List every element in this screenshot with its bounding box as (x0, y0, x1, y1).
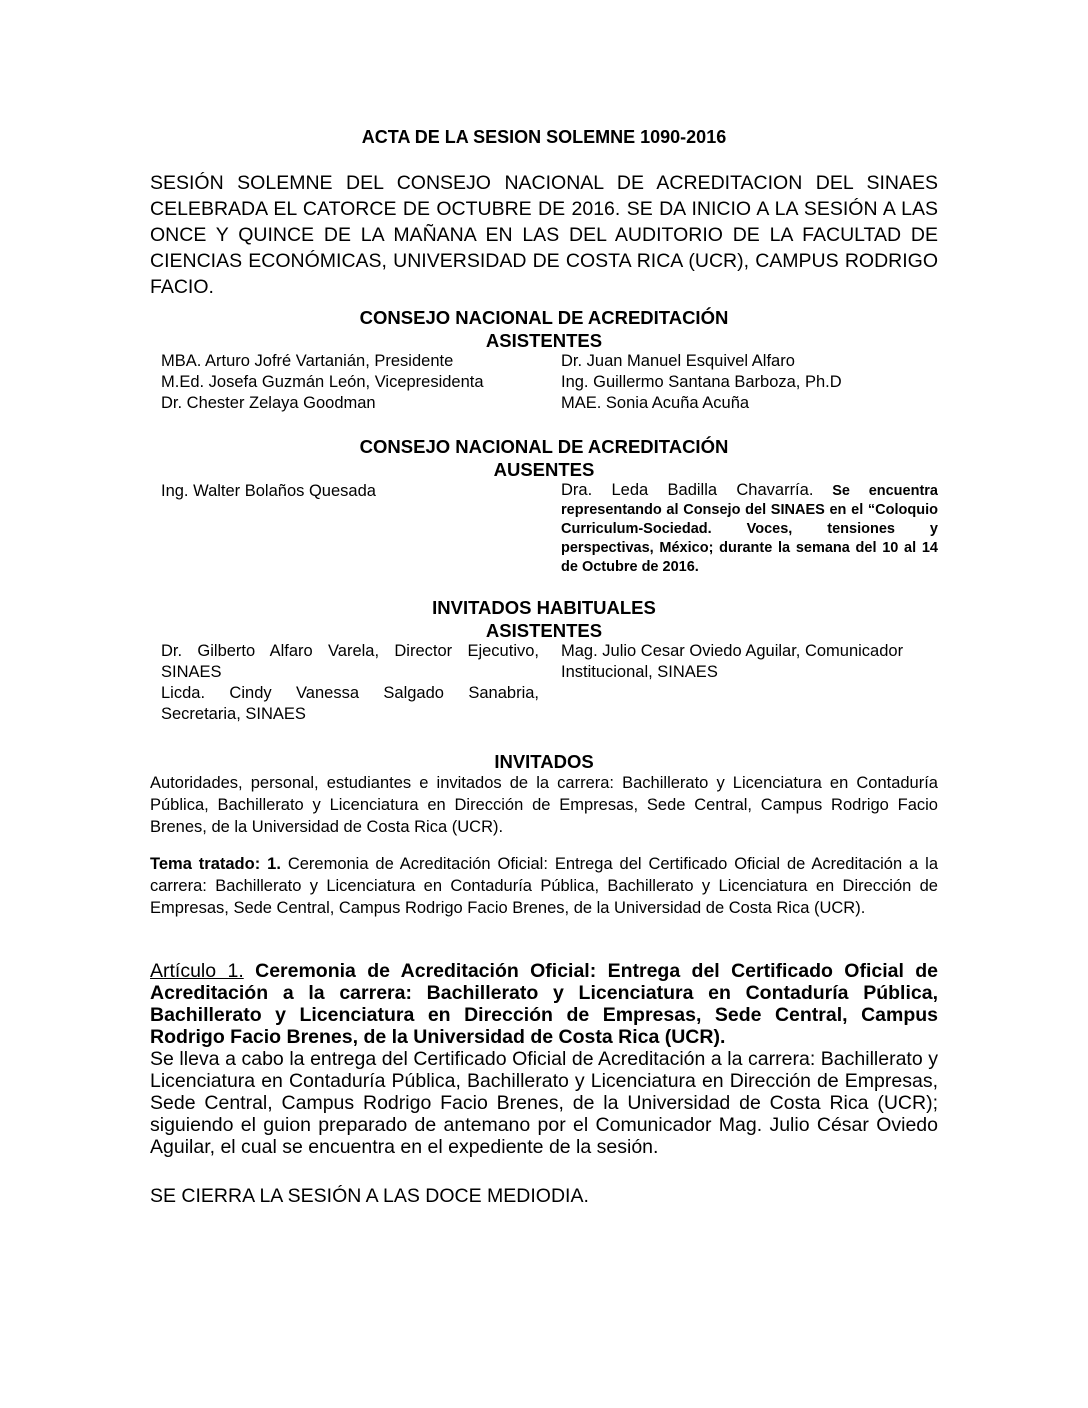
opening-paragraph: SESIÓN SOLEMNE DEL CONSEJO NACIONAL DE ACREDITACION DEL SINAES CELEBRADA EL CATORCE DE OCTUBRE DE 2016. SE DA INICIO A LA SESIÓN A LAS ONCE Y QUINCE DE LA MAÑANA EN LAS DEL AUDITORIO DE LA FACULTAD DE CIENCIAS ECONÓMICAS, UNIVERSIDAD DE COSTA RICA (UCR), CAMPUS RODRIGO FACIO. (150, 172, 938, 298)
guests-heading: INVITADOS (494, 751, 594, 772)
regular-guests-right-list (561, 641, 938, 683)
topic-paragraph (150, 853, 938, 919)
attendee-name: Dr. Chester Zelaya Goodman (161, 394, 376, 412)
article-heading: Ceremonia de Acreditación Oficial: Entrega del Certificado Oficial de Acreditación a la carrera: Bachillerato y Licenciatura en Contaduría Pública, Bachillerato y Licenciatura en Dirección de Empresas, Sede Central, Campus Rodrigo Facio Brenes, de la Universidad de Costa Rica (UCR). (150, 960, 939, 1048)
topic-label: Tema tratado: (150, 855, 261, 873)
attendee-name: Dr. Juan Manuel Esquivel Alfaro (561, 352, 795, 370)
council-present-left-list (161, 351, 539, 414)
document-title: ACTA DE LA SESION SOLEMNE 1090-2016 (361, 127, 727, 147)
regular-guests-heading (150, 596, 938, 642)
attendee-name: MAE. Sonia Acuña Acuña (561, 394, 750, 412)
article-body: Se lleva a cabo la entrega del Certificado Oficial de Acreditación a la carrera: Bachillerato y Licenciatura en Contaduría Pública, Bachillerato y Licenciatura en Dirección de Empresas, Sede Central, Campus Rodrigo Facio Brenes, de la Universidad de Costa Rica (UCR); siguiendo el guion preparado de antemano por el Comunicador Mag. Julio César Oviedo Aguilar, el cual se encuentra en el expediente de la sesión. (150, 1048, 938, 1158)
absent-member-left: Ing. Walter Bolaños Quesada (161, 482, 376, 500)
topic-text: Ceremonia de Acreditación Oficial: Entrega del Certificado Oficial de Acreditación a la carrera: Bachillerato y Licenciatura en Contaduría Pública, Bachillerato y Licenciatura en Dirección de Empresas, Sede Central, Campus Rodrigo Facio Brenes, de la Universidad de Costa Rica (UCR). (150, 855, 938, 917)
topic-number: 1. (267, 855, 281, 873)
absent-member-name: Dra. Leda Badilla Chavarría. (561, 481, 814, 499)
absent-member-note: Se encuentra representando al Consejo del SINAES en el “Coloquio Curriculum-Sociedad. Voces, tensiones y perspectivas, México; durante la semana del 10 al 14 de Octubre de 2016. (561, 483, 938, 575)
regular-guests-subtitle: ASISTENTES (485, 620, 603, 641)
closing-line: SE CIERRA LA SESIÓN A LAS DOCE MEDIODIA. (150, 1185, 589, 1207)
guest-entry: Dr. Gilberto Alfaro Varela, Director Ejecutivo, SINAES (161, 642, 539, 681)
guest-entry: Licda. Cindy Vanessa Salgado Sanabria, Secretaria, SINAES (161, 684, 539, 723)
council-absent-title: CONSEJO NACIONAL DE ACREDITACIÓN (359, 436, 729, 457)
attendee-name: Ing. Guillermo Santana Barboza, Ph.D (561, 373, 842, 391)
guests-paragraph: Autoridades, personal, estudiantes e invitados de la carrera: Bachillerato y Licenciatura en Contaduría Pública, Bachillerato y Licenciatura en Dirección de Empresas, Sede Central, Campus Rodrigo Facio Brenes, de la Universidad de Costa Rica (UCR). (150, 774, 938, 836)
guest-entry: Mag. Julio Cesar Oviedo Aguilar, Comunicador Institucional, SINAES (561, 642, 904, 681)
article-label: Artículo 1. (150, 960, 244, 982)
regular-guests-title: INVITADOS HABITUALES (432, 597, 656, 618)
council-present-subtitle: ASISTENTES (485, 330, 603, 351)
attendee-name: MBA. Arturo Jofré Vartanián, Presidente (161, 352, 454, 370)
council-present-heading (150, 306, 938, 352)
regular-guests-left-list (161, 641, 539, 725)
council-present-right-list (561, 351, 938, 414)
council-present-title: CONSEJO NACIONAL DE ACREDITACIÓN (359, 307, 729, 328)
article-section (150, 960, 938, 1158)
attendee-name: M.Ed. Josefa Guzmán León, Vicepresidenta (161, 373, 484, 391)
council-absent-subtitle: AUSENTES (493, 459, 595, 480)
council-absent-heading (150, 435, 938, 481)
absent-member-right (561, 481, 938, 577)
